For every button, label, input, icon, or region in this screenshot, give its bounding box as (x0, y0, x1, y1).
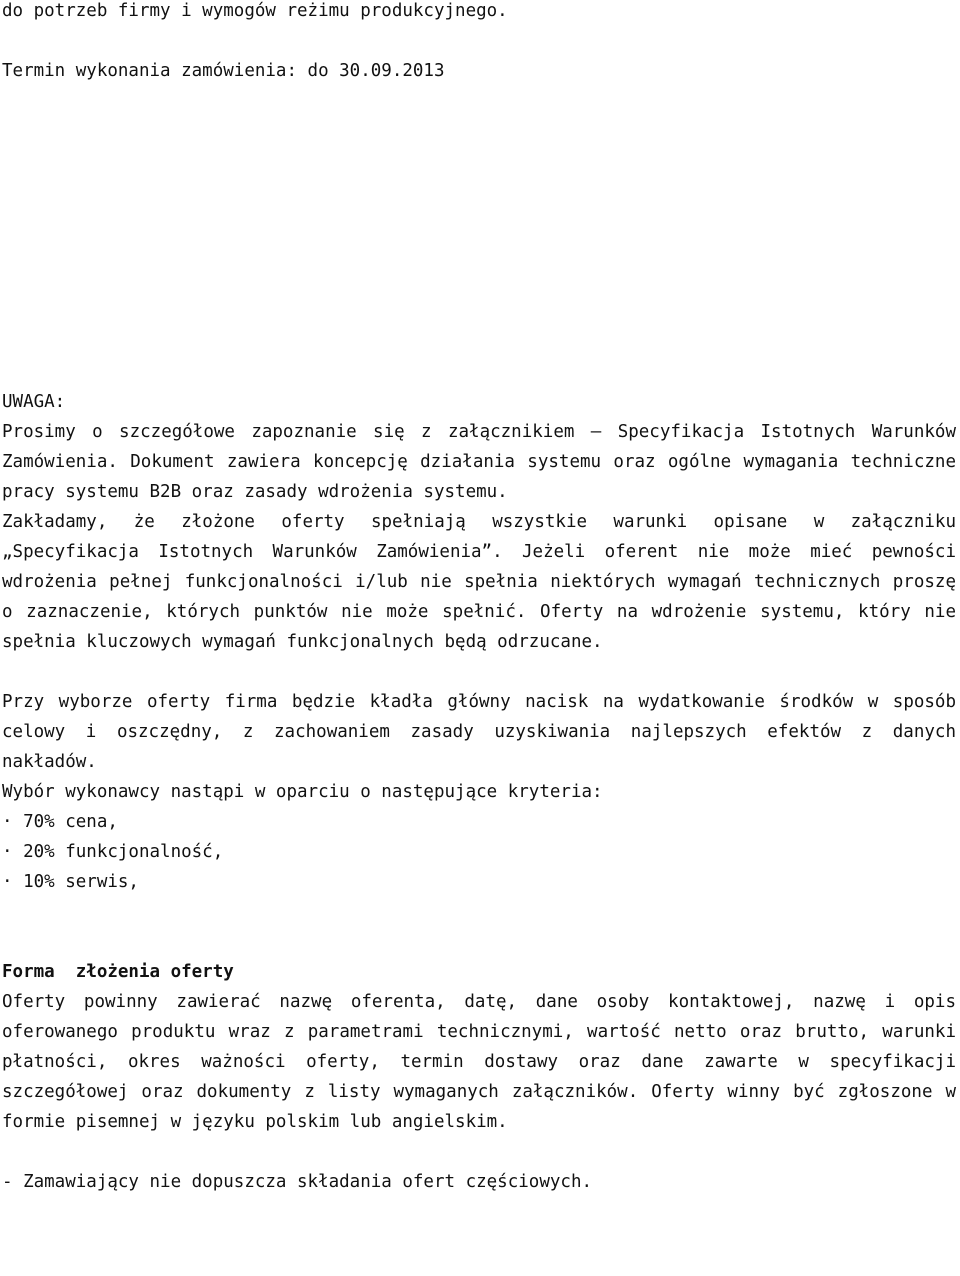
spacer (2, 1137, 956, 1167)
spacer (2, 26, 956, 56)
document-page (2, 0, 956, 1197)
intro-line: do potrzeb firmy i wymogów reżimu produkcyjnego. (2, 1, 508, 21)
assumption-paragraph: Zakładamy, że złożone oferty spełniają wszystkie warunki opisane w załączniku „Specyfikacja Istotnych Warunków Zamówienia”. Jeżeli oferent nie może mieć pewności wdrożenia pełnej funkcjonalności i/lub nie spełnia niektórych wymagań technicznych proszę o zaznaczenie, których punktów nie może spełnić. Oferty na wdrożenie systemu, który nie spełnia kluczowych wymagań funkcjonalnych będą odrzucane. (2, 512, 956, 652)
partial-offers-note: - Zamawiający nie dopuszcza składania ofert częściowych. (2, 1172, 593, 1192)
spacer (2, 657, 956, 687)
selection-paragraph: Przy wyborze oferty firma będzie kładła główny nacisk na wydatkowanie środków w sposób celowy i oszczędny, z zachowaniem zasady uzyskiwania najlepszych efektów z danych nakładów. (2, 692, 956, 772)
spacer (2, 897, 956, 927)
criteria-intro: Wybór wykonawcy nastąpi w oparciu o następujące kryteria: (2, 782, 603, 802)
spacer (2, 86, 956, 387)
notice-paragraph: Prosimy o szczegółowe zapoznanie się z załącznikiem – Specyfikacja Istotnych Warunków Zamówienia. Dokument zawiera koncepcję działania systemu oraz ogólne wymagania techniczne pracy systemu B2B oraz zasady wdrożenia systemu. (2, 422, 956, 502)
deadline-line: Termin wykonania zamówienia: do 30.09.2013 (2, 61, 445, 81)
criteria-item: · 10% serwis, (2, 872, 139, 892)
criteria-item: · 70% cena, (2, 812, 118, 832)
spacer (2, 927, 956, 957)
criteria-item: · 20% funkcjonalność, (2, 842, 224, 862)
notice-heading: UWAGA: (2, 392, 66, 412)
offer-form-heading: Forma złożenia oferty (2, 962, 234, 982)
offer-form-paragraph: Oferty powinny zawierać nazwę oferenta, datę, dane osoby kontaktowej, nazwę i opis oferowanego produktu wraz z parametrami technicznymi, wartość netto oraz brutto, warunki płatności, okres ważności oferty, termin dostawy oraz dane zawarte w specyfikacji szczegółowej oraz dokumenty z listy wymaganych załączników. Oferty winny być zgłoszone w formie pisemnej w języku polskim lub angielskim. (2, 992, 956, 1132)
